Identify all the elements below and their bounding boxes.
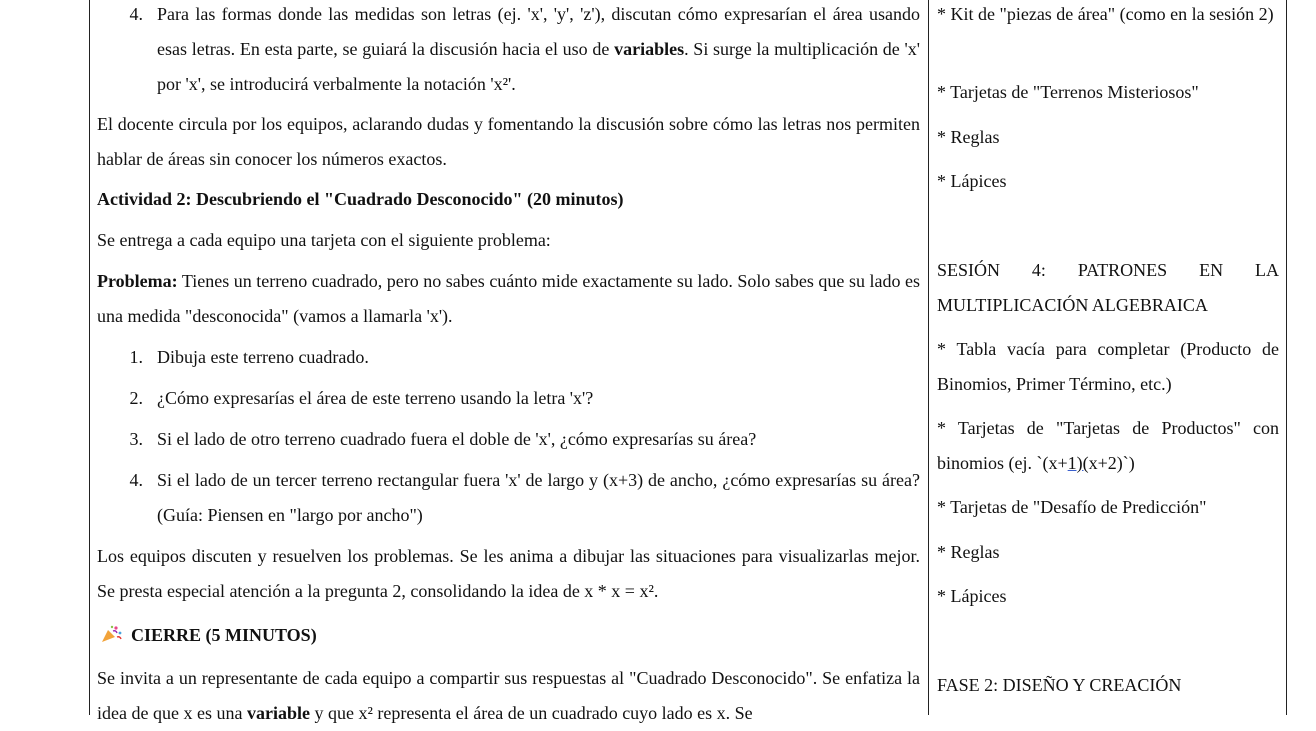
table-border-right [1286, 0, 1287, 715]
material-lapices: * Lápices [937, 586, 1007, 606]
material-reglas: * Reglas [937, 127, 1000, 147]
table-border-middle [928, 0, 929, 715]
list-number: 4. [129, 4, 143, 24]
table-border-left [89, 0, 90, 715]
paragraph-entrega: Se entrega a cada equipo una tarjeta con el siguiente problema: [97, 230, 551, 250]
paragraph-docente: El docente circula por los equipos, aclarando dudas y fomentando la discusión sobre cómo las letras nos permiten hablar de áreas sin conocer los números exactos. [97, 114, 920, 169]
material-kit: * Kit de "piezas de área" (como en la sesión 2) [937, 4, 1274, 24]
problem-paragraph: Problema: Tienes un terreno cuadrado, pero no sabes cuánto mide exactamente su lado. Solo sabes que su lado es una medida "desconocida" (vamos a llamarla 'x'). [97, 271, 920, 326]
material-tarjetas-terrenos: * Tarjetas de "Terrenos Misteriosos" [937, 82, 1199, 102]
material-reglas: * Reglas [937, 542, 1000, 562]
activity-2-heading: Actividad 2: Descubriendo el "Cuadrado Desconocido" (20 minutos) [97, 189, 624, 209]
paragraph-cierre: Se invita a un representante de cada equipo a compartir sus respuestas al "Cuadrado Desconocido". Se enfatiza la idea de que x es una variable y que x² representa el área de un cuadrado cuyo lado es x. Se [97, 668, 920, 723]
paragraph-equipos: Los equipos discuten y resuelven los problemas. Se les anima a dibujar las situaciones para visualizarlas mejor. Se presta especial atención a la pregunta 2, consolidando la idea de x * x = x². [97, 546, 920, 601]
list-text: Para las formas donde las medidas son letras (ej. 'x', 'y', 'z'), discutan cómo expresarían el área usando esas letras. En esta parte, se guiará la discusión hacia el uso de variables. Si surge la multiplicación de 'x' por 'x', se introducirá verbalmente la notación 'x²'. [157, 4, 920, 94]
session-4-title: SESIÓN 4: PATRONES EN LA MULTIPLICACIÓN ALGEBRAICA [937, 260, 1279, 315]
material-tabla: * Tabla vacía para completar (Producto de Binomios, Primer Término, etc.) [937, 339, 1279, 394]
material-lapices: * Lápices [937, 171, 1007, 191]
phase-2-title: FASE 2: DISEÑO Y CREACIÓN [937, 675, 1182, 695]
material-tarjetas-desafio: * Tarjetas de "Desafío de Predicción" [937, 497, 1207, 517]
party-popper-icon [101, 625, 123, 643]
closing-heading: CIERRE (5 MINUTOS) [101, 618, 924, 653]
material-tarjetas-productos: * Tarjetas de "Tarjetas de Productos" con binomios (ej. `(x+1)(x+2)`) [937, 418, 1279, 473]
